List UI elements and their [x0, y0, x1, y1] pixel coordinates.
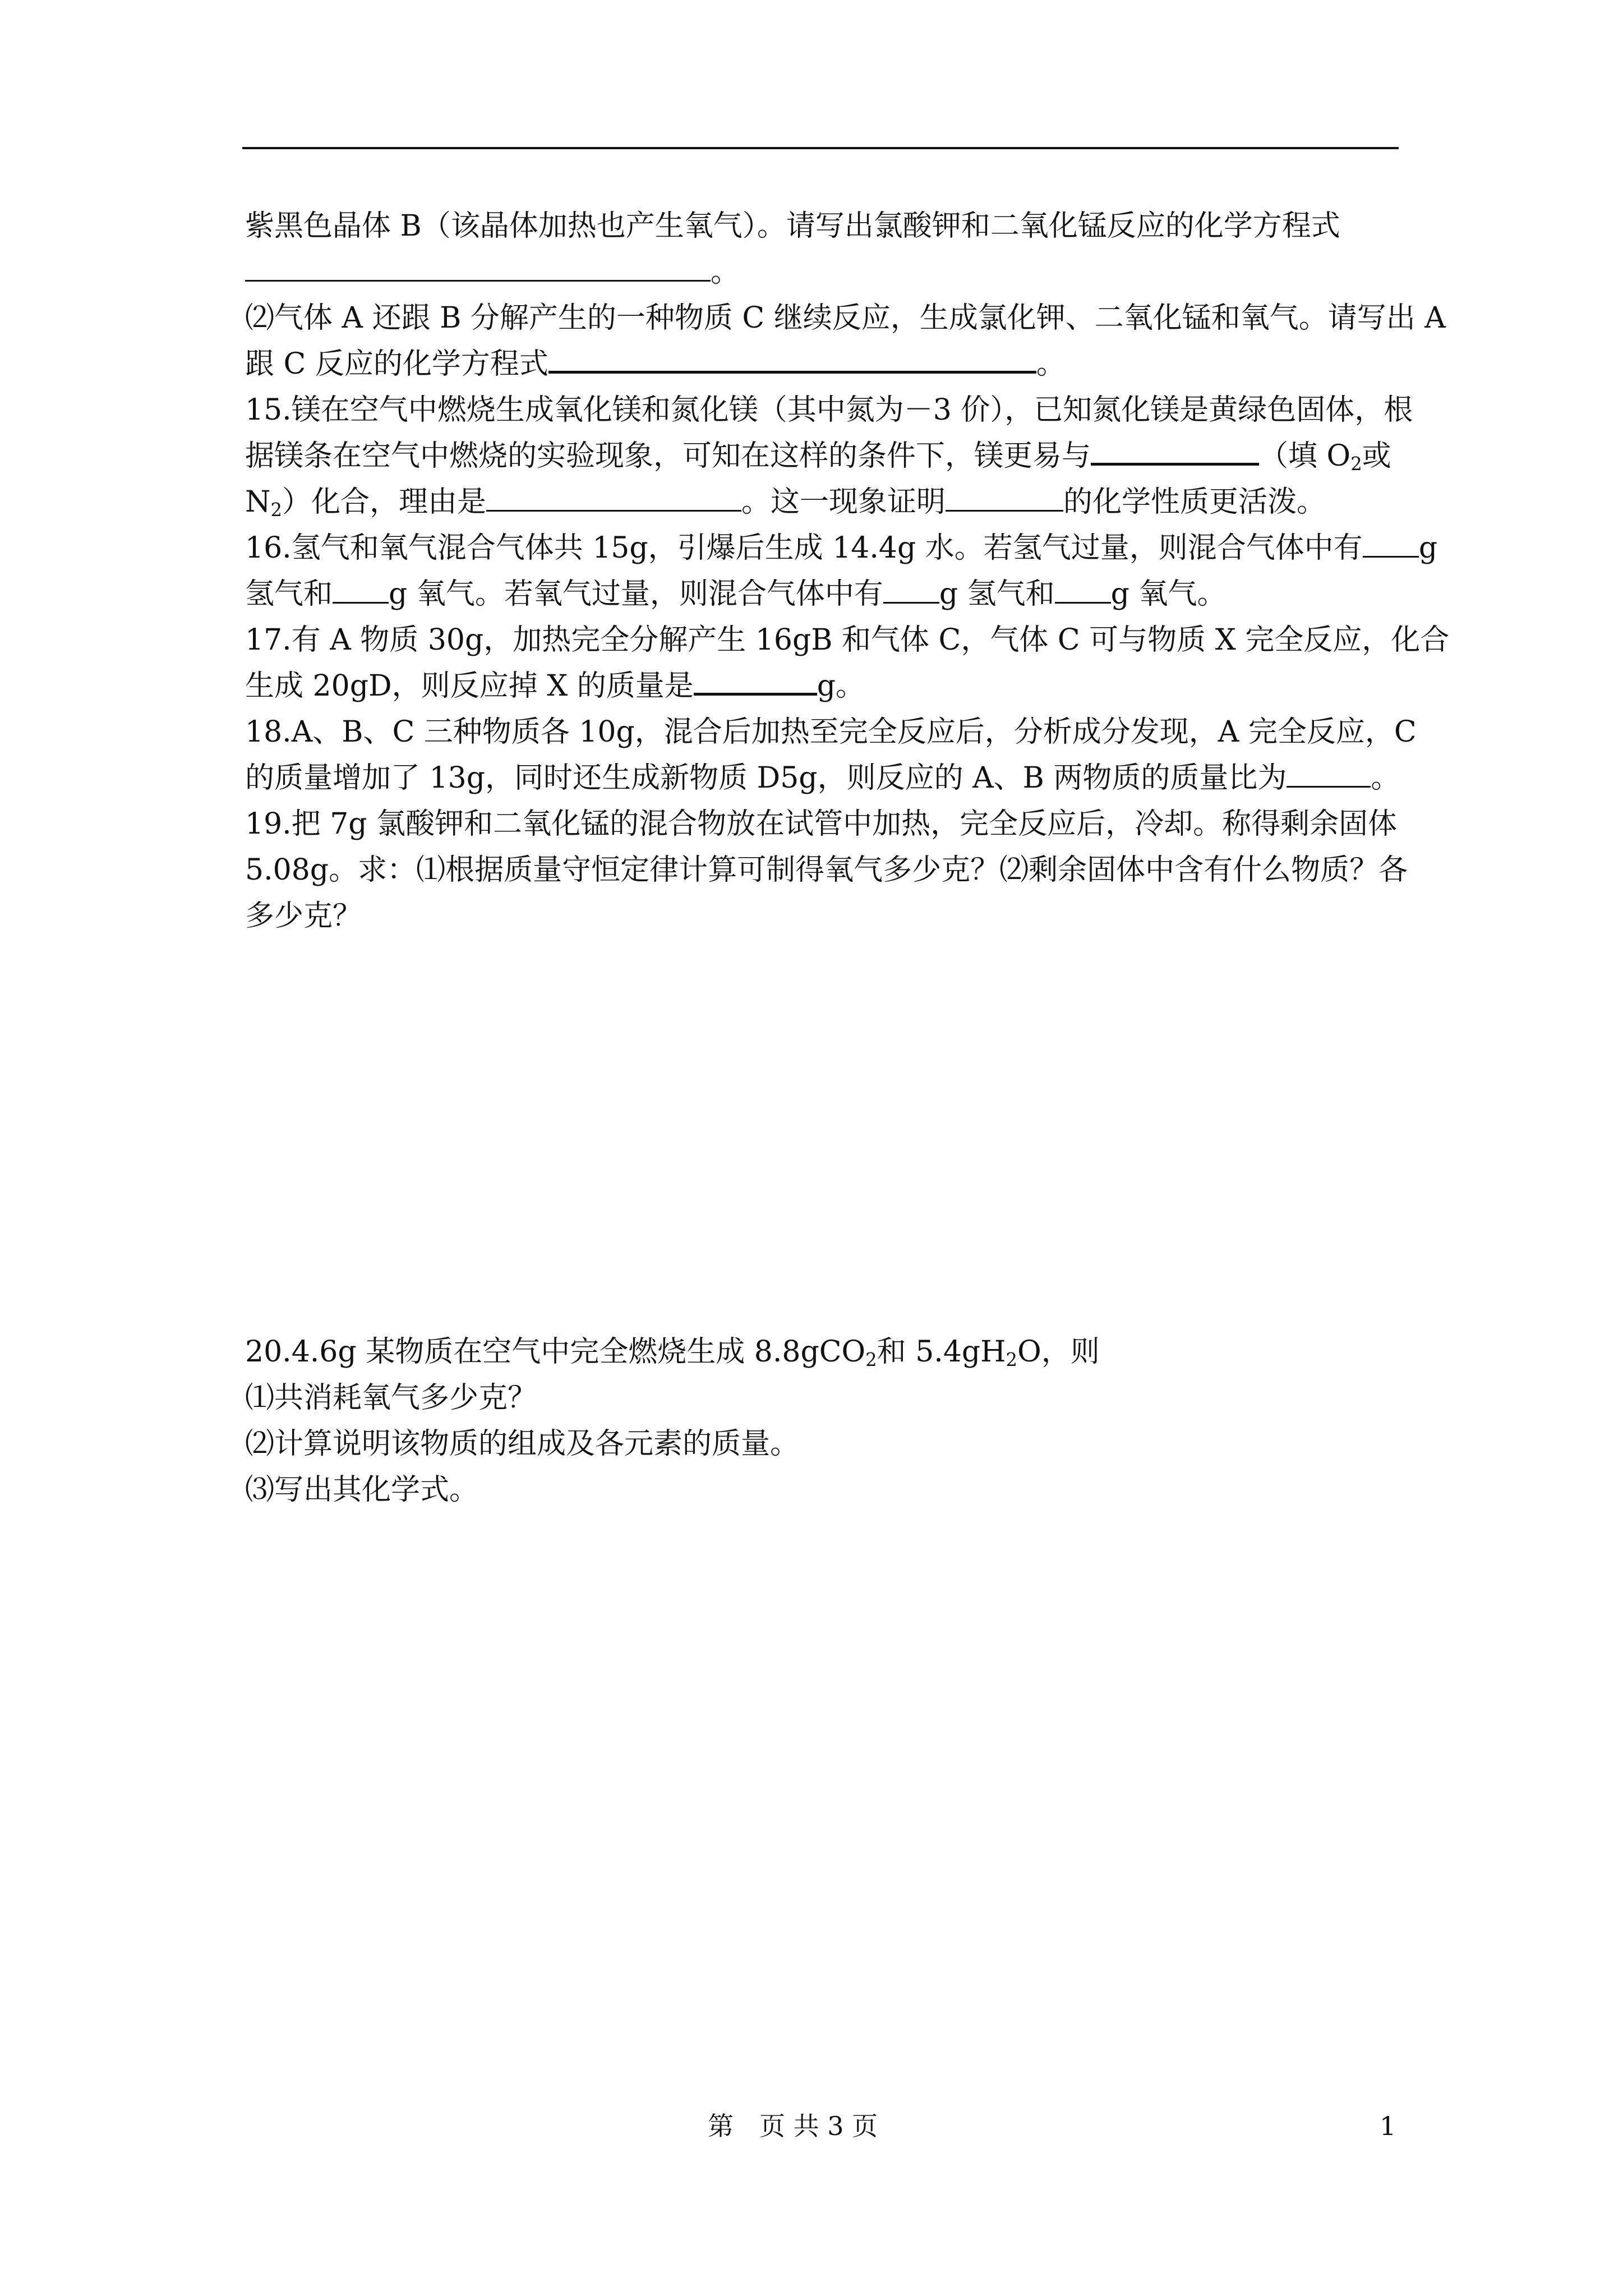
- answer-blank[interactable]: [946, 482, 1063, 512]
- q14-part2-line2: 跟 C 反应的化学方程式 。: [245, 341, 1406, 387]
- q14-line2: 。: [245, 249, 1406, 295]
- answer-blank[interactable]: [883, 574, 939, 604]
- q20-part3: ⑶写出其化学式。: [245, 1473, 479, 1507]
- q20-part2: ⑵计算说明该物质的组成及各元素的质量。: [245, 1427, 800, 1461]
- q19-line3: 多少克？: [245, 899, 362, 933]
- q19-line1: 19.把 7g 氯酸钾和二氧化锰的混合物放在试管中加热，完全反应后，冷却。称得剩余固体: [245, 807, 1398, 841]
- answer-space: [245, 939, 1406, 1329]
- page-footer-label: 第 页 共 3 页: [708, 2111, 878, 2141]
- answer-blank[interactable]: [333, 574, 389, 604]
- q14-part2-line1: ⑵气体 A 还跟 B 分解产生的一种物质 C 继续反应，生成氯化钾、二氧化锰和氧气。请写出 A: [245, 301, 1446, 335]
- q20-line1: 20.4.6g 某物质在空气中完全燃烧生成 8.8gCO$_2$和 $5.4gH_2O$，则: [245, 1335, 1100, 1371]
- q17-line2: 生成 20gD，则反应掉 X 的质量是 g。: [245, 663, 1406, 709]
- answer-blank[interactable]: [486, 482, 741, 512]
- q14-line1: 紫黑色晶体 B（该晶体加热也产生氧气）。请写出氯酸钾和二氧化锰反应的化学方程式: [245, 209, 1340, 243]
- q15-line3: $N_2$）化合，理由是 。这一现象证明 的化学性质更活泼。: [245, 479, 1406, 525]
- q18-line1: 18.A、B、C 三种物质各 10g，混合后加热至完全反应后，分析成分发现，A 完全反应，C: [245, 715, 1417, 749]
- answer-blank[interactable]: [245, 252, 711, 282]
- answer-blank[interactable]: [1363, 528, 1419, 558]
- answer-blank[interactable]: [548, 343, 1036, 374]
- q18-line2: 的质量增加了 13g，同时还生成新物质 D5g，则反应的 A、B 两物质的质量比为 。: [245, 755, 1406, 801]
- document-body: [245, 203, 1450, 1513]
- header-rule: [242, 147, 1399, 149]
- answer-blank[interactable]: [694, 665, 817, 696]
- q15-line1: 15.镁在空气中燃烧生成氧化镁和氮化镁（其中氮为－3 价），已知氮化镁是黄绿色固体，根: [245, 393, 1413, 427]
- page-number: 1: [1380, 2111, 1396, 2141]
- q17-line1: 17.有 A 物质 30g，加热完全分解产生 16gB 和气体 C，气体 C 可与物质 X 完全反应，化合: [245, 623, 1450, 657]
- answer-blank[interactable]: [1091, 435, 1259, 466]
- q20-part1: ⑴共消耗氧气多少克？: [245, 1381, 537, 1415]
- answer-blank[interactable]: [1055, 574, 1111, 604]
- q15-line2: 据镁条在空气中燃烧的实验现象，可知在这样的条件下，镁更易与 （填 $O_2$或: [245, 433, 1406, 479]
- q16-line1: 16.氢气和氧气混合气体共 15g，引爆后生成 14.4g 水。若氢气过量，则混合气体中有 g: [245, 525, 1406, 571]
- q16-line2: 氢气和 g 氧气。若氧气过量，则混合气体中有 g 氢气和 g 氧气。: [245, 571, 1406, 617]
- q19-line2: 5.08g。求：⑴根据质量守恒定律计算可制得氧气多少克？⑵剩余固体中含有什么物质？各: [245, 853, 1408, 887]
- answer-blank[interactable]: [1287, 758, 1371, 788]
